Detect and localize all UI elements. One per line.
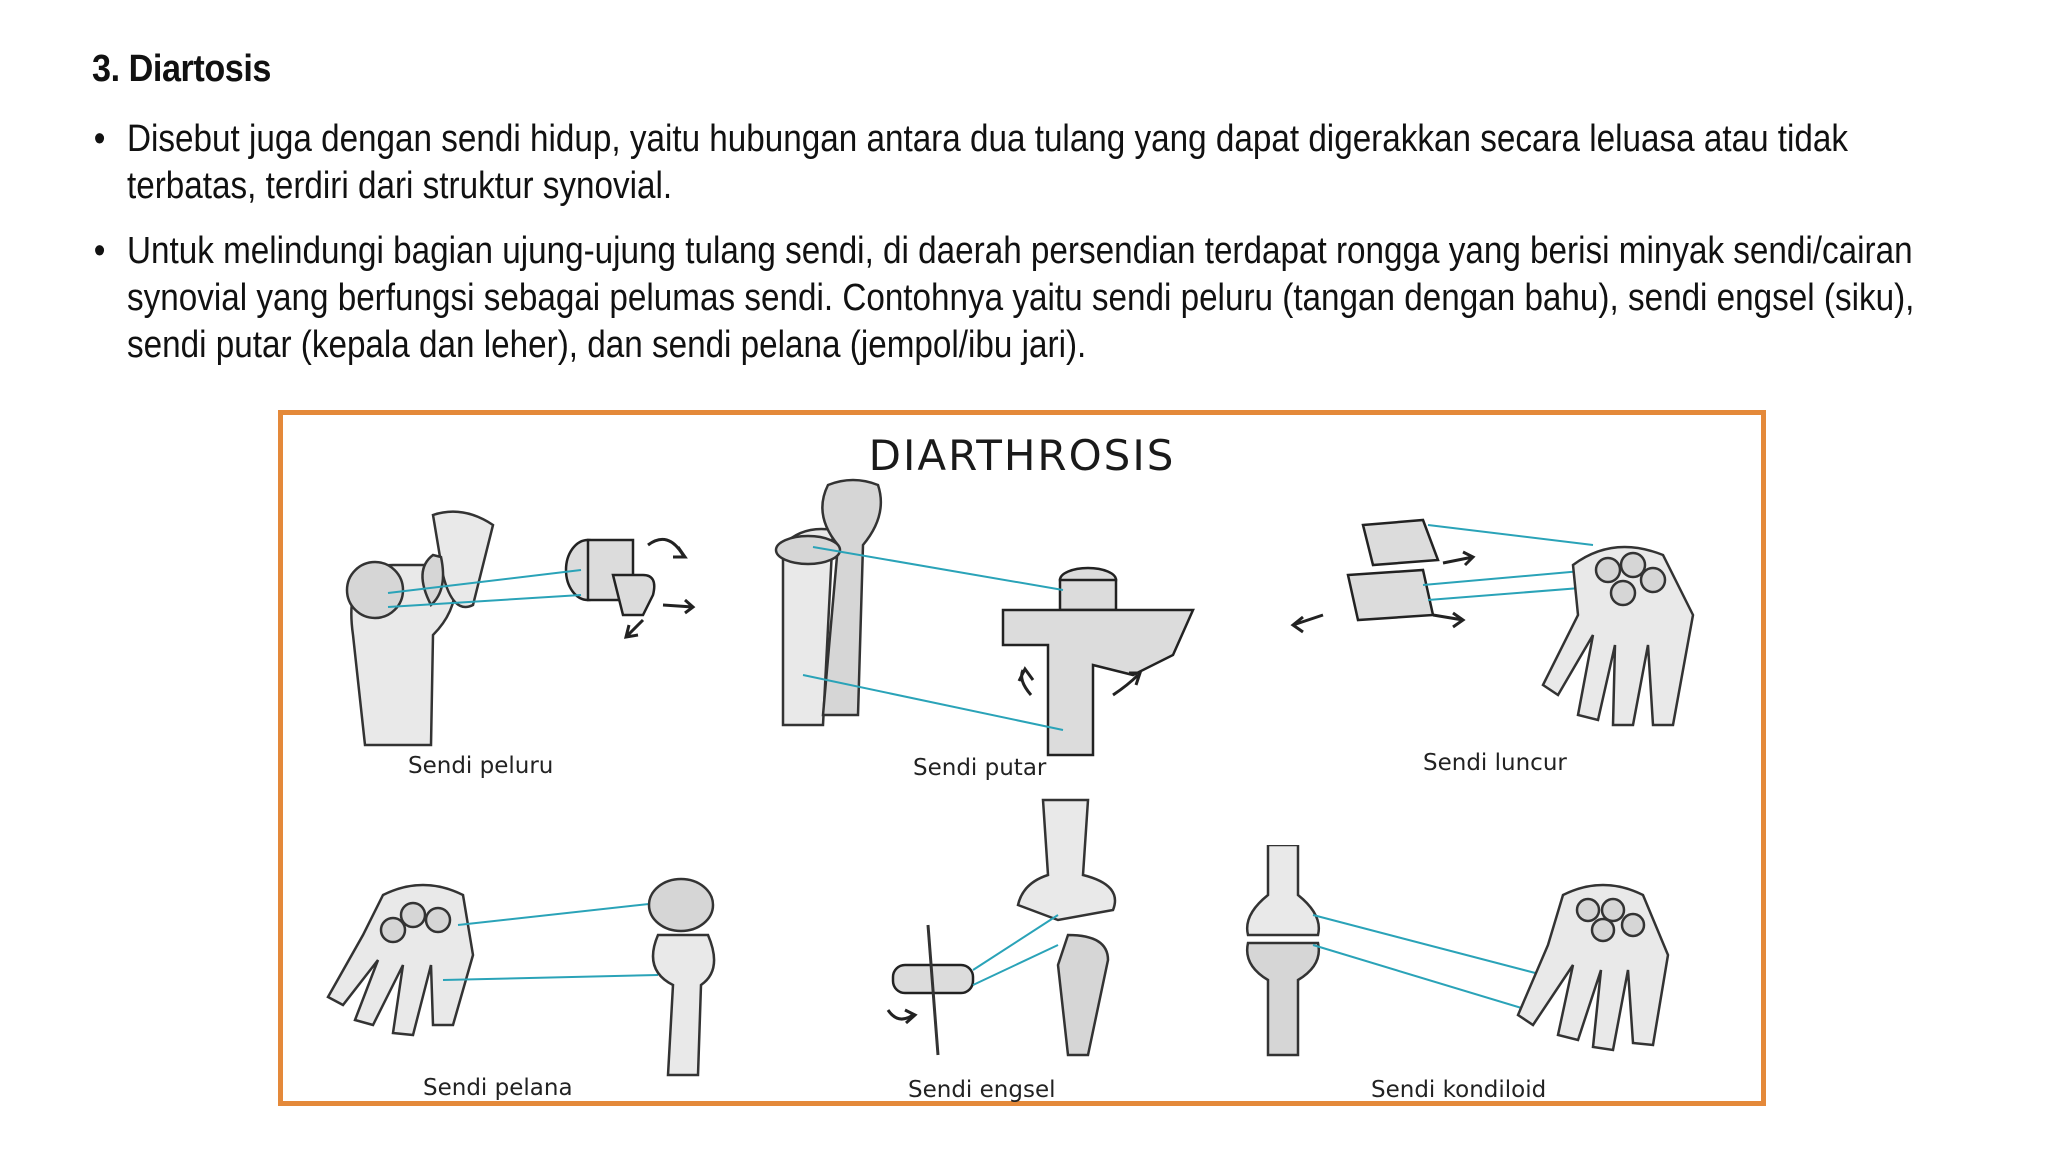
caption-sendi-putar: Sendi putar [913,755,1047,781]
panel-sendi-luncur [1263,505,1753,795]
figure-title: DIARTHROSIS [868,431,1176,480]
slide-heading: 3. Diartosis [92,48,271,90]
pivot-joint-illustration [763,475,1223,795]
bullet-item [92,228,1973,369]
diarthrosis-figure [278,410,1766,1106]
bullet-text: Disebut juga dengan sendi hidup, yaitu hubungan antara dua tulang yang dapat digerakkan secara leluasa atau tidak terbatas, terdiri dari struktur synovial. [127,118,1849,207]
panel-sendi-kondiloid [1243,845,1743,1115]
bullet-item [92,116,1973,210]
caption-sendi-luncur: Sendi luncur [1423,750,1567,776]
bullet-text: Untuk melindungi bagian ujung-ujung tulang sendi, di daerah persendian terdapat rongga yang berisi minyak sendi/cairan synovial yang berfungsi sebagai pelumas sendi. Contohnya yaitu sendi peluru (tangan dengan bahu), sendi engsel (siku), sendi putar (kepala dan leher), dan sendi pelana (jempol/ibu jari). [127,230,1915,366]
caption-sendi-engsel: Sendi engsel [908,1077,1056,1103]
panel-sendi-putar [763,475,1223,795]
hinge-joint-illustration [843,795,1203,1115]
caption-sendi-kondiloid: Sendi kondiloid [1371,1077,1547,1103]
panel-sendi-pelana [303,875,763,1115]
caption-sendi-peluru: Sendi peluru [408,753,554,779]
panel-sendi-peluru [313,495,713,795]
caption-sendi-pelana: Sendi pelana [423,1075,573,1101]
ball-socket-joint-illustration [313,495,713,795]
condyloid-joint-illustration [1243,845,1743,1115]
panel-sendi-engsel [843,795,1203,1115]
bullet-dot-icon: • [93,230,106,272]
bullet-list [92,116,1973,387]
bullet-dot-icon: • [93,118,106,160]
